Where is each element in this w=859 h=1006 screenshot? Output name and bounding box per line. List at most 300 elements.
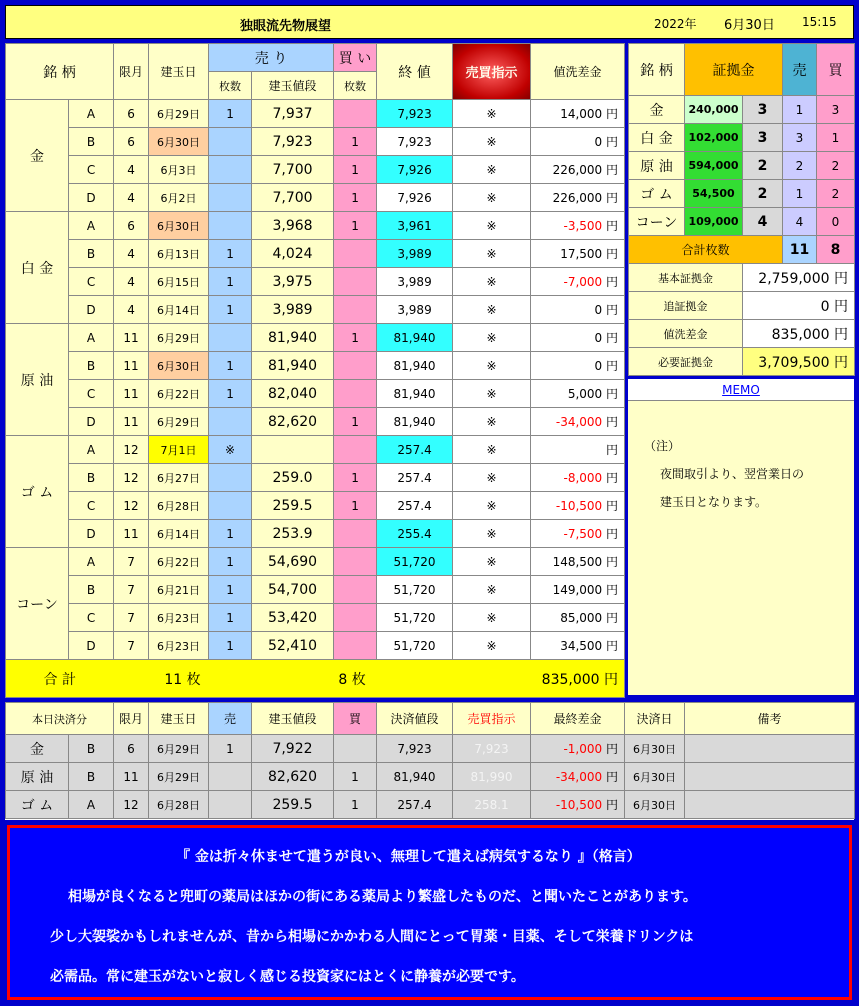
contract-month: 6 [114,212,149,240]
contract-month: 12 [114,436,149,464]
summary-amount: 3,709,500 [758,354,830,371]
trade-signal: ※ [453,184,531,212]
sell-lots [209,156,252,184]
position-row [6,436,625,464]
contract-code: C [69,604,114,632]
mark-to-market-value: 149,000 [552,583,603,597]
header-meigara: 銘 柄 [6,44,114,100]
margin-summary-row [629,320,855,348]
open-price: 52,410 [252,632,334,660]
mark-to-market-value: 148,500 [552,555,603,569]
buy-lots: 1 [334,492,377,520]
open-price [252,436,334,464]
close-price: 257.4 [377,464,453,492]
open-date: 6月27日 [149,464,209,492]
sell-lots: 1 [209,604,252,632]
mark-to-market [531,380,625,408]
margin-row [629,124,855,152]
header-owarine: 終 値 [377,44,453,100]
open-date: 6月28日 [149,492,209,520]
total-diff-value: 835,000 [541,671,600,688]
settle-month: 6 [114,735,149,763]
contract-month: 7 [114,576,149,604]
trade-signal: ※ [453,100,531,128]
contract-month: 11 [114,380,149,408]
margin-table [628,43,855,376]
margin-row [629,152,855,180]
yen-unit: 円 [606,163,619,177]
close-price: 51,720 [377,576,453,604]
open-price: 53,420 [252,604,334,632]
total-diff [453,660,625,698]
header-gengetsu: 限月 [114,44,149,100]
settle-open-date: 6月29日 [149,735,209,763]
header-tatenedan: 建玉値段 [252,72,334,100]
contract-month: 7 [114,604,149,632]
position-row [6,464,625,492]
settle-sell [209,763,252,791]
open-date: 6月14日 [149,296,209,324]
contract-code: A [69,100,114,128]
open-date: 6月29日 [149,100,209,128]
buy-lots [334,604,377,632]
close-price: 257.4 [377,436,453,464]
margin-amount: 102,000 [685,124,743,152]
settle-open-price: 7,922 [252,735,334,763]
total-buy-unit: 枚 [351,671,366,688]
trade-signal: ※ [453,240,531,268]
header-uri: 売 り [209,44,334,72]
mark-to-market [531,604,625,632]
settle-header-tatene: 建玉値段 [252,703,334,735]
position-row [6,520,625,548]
mark-to-market [531,324,625,352]
close-price: 255.4 [377,520,453,548]
contract-code: B [69,352,114,380]
mark-to-market-value: 17,500 [560,247,603,261]
settlement-panel [5,702,854,820]
margin-total-buy: 8 [817,236,855,264]
mark-to-market [531,296,625,324]
sell-lots: 1 [209,268,252,296]
summary-value [743,292,855,320]
mark-to-market [531,492,625,520]
position-row [6,184,625,212]
settle-signal: 81,990 [453,763,531,791]
open-price: 54,700 [252,576,334,604]
margin-buy: 0 [817,208,855,236]
contract-code: A [69,324,114,352]
contract-month: 4 [114,268,149,296]
mark-to-market-value: 0 [594,331,603,345]
positions-table [5,43,625,698]
yen-unit: 円 [606,219,619,233]
margin-lots: 4 [743,208,783,236]
margin-summary-row [629,292,855,320]
position-row [6,548,625,576]
margin-sell: 3 [783,124,817,152]
settle-note [685,763,855,791]
trade-signal: ※ [453,492,531,520]
contract-code: C [69,492,114,520]
position-row [6,100,625,128]
settle-price: 257.4 [377,791,453,819]
yen-unit: 円 [606,415,619,429]
open-price: 7,923 [252,128,334,156]
yen-unit: 円 [606,331,619,345]
memo-header[interactable]: MEMO [628,379,854,401]
mark-to-market-value: 0 [594,359,603,373]
buy-lots: 1 [334,324,377,352]
settlement-row [6,791,855,819]
close-price: 81,940 [377,408,453,436]
mark-to-market [531,576,625,604]
open-date: 6月15日 [149,268,209,296]
mark-to-market-value: 85,000 [560,611,603,625]
total-buy [252,660,453,698]
sell-lots [209,212,252,240]
margin-header-uri: 売 [783,44,817,96]
position-row [6,128,625,156]
sell-lots: 1 [209,632,252,660]
yen-unit: 円 [605,742,618,756]
yen-unit: 円 [606,527,619,541]
margin-sell: 1 [783,180,817,208]
contract-month: 11 [114,408,149,436]
contract-month: 6 [114,128,149,156]
sell-lots: 1 [209,240,252,268]
buy-lots [334,380,377,408]
settle-month: 11 [114,763,149,791]
contract-month: 4 [114,240,149,268]
trade-signal: ※ [453,604,531,632]
mark-to-market-value: 34,500 [560,639,603,653]
summary-value [743,320,855,348]
mark-to-market-value: 5,000 [567,387,603,401]
trade-signal: ※ [453,156,531,184]
contract-code: B [69,464,114,492]
buy-lots [334,268,377,296]
trade-signal: ※ [453,520,531,548]
settlement-row [6,735,855,763]
buy-lots [334,100,377,128]
open-date: 6月22日 [149,380,209,408]
margin-buy: 2 [817,180,855,208]
trade-signal: ※ [453,352,531,380]
margin-commodity: 白 金 [629,124,685,152]
settle-sell [209,791,252,819]
open-date: 6月13日 [149,240,209,268]
open-date: 6月21日 [149,576,209,604]
open-date: 6月29日 [149,324,209,352]
settle-commodity: 金 [6,735,69,763]
contract-code: C [69,380,114,408]
settle-month: 12 [114,791,149,819]
buy-lots [334,520,377,548]
mark-to-market-value: 226,000 [552,163,603,177]
position-row [6,408,625,436]
contract-month: 4 [114,296,149,324]
open-date: 7月1日 [149,436,209,464]
margin-row [629,96,855,124]
trade-signal: ※ [453,324,531,352]
sell-lots [209,464,252,492]
yen-unit: 円 [834,326,848,343]
settle-final-diff [531,791,625,819]
position-row [6,296,625,324]
margin-commodity: ゴ ム [629,180,685,208]
settle-header-baibai: 売買指示 [453,703,531,735]
settle-diff-value: -10,500 [555,798,603,812]
open-price: 259.0 [252,464,334,492]
contract-month: 6 [114,100,149,128]
margin-row [629,180,855,208]
mark-to-market [531,548,625,576]
buy-lots [334,548,377,576]
margin-panel [628,43,854,375]
sell-lots [209,324,252,352]
open-price: 259.5 [252,492,334,520]
position-row [6,324,625,352]
close-price: 7,923 [377,100,453,128]
mark-to-market [531,408,625,436]
buy-lots [334,240,377,268]
mark-to-market-value: -3,500 [563,219,603,233]
yen-unit: 円 [834,270,848,287]
open-date: 6月23日 [149,632,209,660]
margin-header-shokokin: 証拠金 [685,44,783,96]
sell-lots: 1 [209,352,252,380]
margin-buy: 1 [817,124,855,152]
settle-header-kai: 買 [334,703,377,735]
contract-code: D [69,632,114,660]
open-price: 82,040 [252,380,334,408]
position-row [6,212,625,240]
buy-lots [334,632,377,660]
settle-diff-value: -1,000 [563,742,603,756]
contract-code: B [69,240,114,268]
position-row [6,632,625,660]
trade-signal: ※ [453,436,531,464]
settle-price: 7,923 [377,735,453,763]
close-price: 51,720 [377,604,453,632]
settlement-table [5,702,855,819]
summary-label: 追証拠金 [629,292,743,320]
settle-buy: 1 [334,791,377,819]
margin-total-sell: 11 [783,236,817,264]
settle-header-gengetsu: 限月 [114,703,149,735]
settle-note [685,735,855,763]
trade-signal: ※ [453,128,531,156]
margin-sell: 1 [783,96,817,124]
open-date: 6月14日 [149,520,209,548]
close-price: 7,926 [377,156,453,184]
settle-open-date: 6月28日 [149,791,209,819]
settle-date: 6月30日 [625,735,685,763]
quote-line-1: 『 金は折々休ませて遣うが良い、無理して遣えば病気するなり 』（格言） [176,849,641,865]
position-row [6,604,625,632]
margin-buy: 2 [817,152,855,180]
open-date: 6月29日 [149,408,209,436]
mark-to-market [531,520,625,548]
mark-to-market-value: -7,000 [563,275,603,289]
margin-amount: 109,000 [685,208,743,236]
settle-note [685,791,855,819]
mark-to-market-value: 226,000 [552,191,603,205]
open-price: 3,968 [252,212,334,240]
sell-lots: 1 [209,296,252,324]
margin-lots: 3 [743,96,783,124]
summary-label: 必要証拠金 [629,348,743,376]
page-title: 独眼流先物展望 [240,19,332,34]
buy-lots: 1 [334,212,377,240]
summary-amount: 835,000 [771,326,830,343]
header-neai: 値洗差金 [531,44,625,100]
open-price: 81,940 [252,352,334,380]
yen-unit: 円 [834,354,848,371]
settle-commodity: 原 油 [6,763,69,791]
mark-to-market [531,268,625,296]
margin-commodity: コーン [629,208,685,236]
open-date: 6月3日 [149,156,209,184]
total-sell-unit: 枚 [186,671,201,688]
settle-signal: 258.1 [453,791,531,819]
summary-amount: 2,759,000 [758,270,830,287]
settle-date: 6月30日 [625,791,685,819]
buy-lots [334,352,377,380]
buy-lots [334,576,377,604]
settle-signal: 7,923 [453,735,531,763]
yen-unit: 円 [606,499,619,513]
contract-code: D [69,520,114,548]
yen-unit: 円 [606,247,619,261]
open-price: 54,690 [252,548,334,576]
sell-lots: 1 [209,520,252,548]
yen-unit: 円 [606,387,619,401]
trade-signal: ※ [453,576,531,604]
contract-code: D [69,296,114,324]
mark-to-market [531,128,625,156]
mark-to-market [531,352,625,380]
close-price: 81,940 [377,380,453,408]
yen-unit: 円 [606,639,619,653]
yen-unit: 円 [606,555,619,569]
quote-line-4: 必需品。常に建玉がないと寂しく感じる投資家にはとくに静養が必要です。 [50,969,525,985]
mark-to-market [531,240,625,268]
mark-to-market-value: 0 [594,135,603,149]
settle-code: B [69,763,114,791]
quote-line-3: 少し大袈裟かもしれませんが、昔から相場にかかわる人間にとって胃薬・目薬、そして栄養ドリンクは [50,929,694,945]
settle-header-tatebi: 建玉日 [149,703,209,735]
settle-header-kessaine: 決済値段 [377,703,453,735]
buy-lots: 1 [334,156,377,184]
yen-unit: 円 [606,135,619,149]
settle-open-price: 259.5 [252,791,334,819]
contract-month: 12 [114,492,149,520]
mark-to-market-value: -34,000 [555,415,603,429]
sell-lots: 1 [209,576,252,604]
contract-month: 11 [114,324,149,352]
contract-code: A [69,548,114,576]
margin-sell: 2 [783,152,817,180]
open-date: 6月2日 [149,184,209,212]
quote-line-2: 相場が良くなると兜町の薬局はほかの街にある薬局より繁盛したものだ、と聞いたことがあります。 [68,889,697,905]
sell-lots [209,128,252,156]
margin-lots: 3 [743,124,783,152]
yen-unit: 円 [606,611,619,625]
contract-month: 11 [114,520,149,548]
margin-sell: 4 [783,208,817,236]
trade-signal: ※ [453,408,531,436]
yen-unit: 円 [605,798,618,812]
settle-final-diff [531,735,625,763]
margin-commodity: 原 油 [629,152,685,180]
header-buy-maisu: 枚数 [334,72,377,100]
open-date: 6月23日 [149,604,209,632]
contract-month: 7 [114,548,149,576]
trade-signal: ※ [453,212,531,240]
sell-lots: 1 [209,548,252,576]
mark-to-market-value: -8,000 [563,471,603,485]
margin-amount: 54,500 [685,180,743,208]
open-price: 3,989 [252,296,334,324]
settle-open-price: 82,620 [252,763,334,791]
yen-unit: 円 [606,275,619,289]
open-price: 253.9 [252,520,334,548]
mark-to-market [531,464,625,492]
yen-unit: 円 [606,443,619,457]
summary-value [743,348,855,376]
header-time: 15:15 [802,15,837,29]
position-row [6,380,625,408]
total-buy-count: 8 [338,671,348,688]
header-date: 6月30日 [724,18,775,33]
header-kai: 買 い [334,44,377,72]
position-row [6,576,625,604]
sell-lots [209,492,252,520]
close-price: 81,940 [377,352,453,380]
contract-code: D [69,408,114,436]
total-label: 合 計 [6,660,114,698]
settle-header-label: 本日決済分 [6,703,114,735]
yen-unit: 円 [606,303,619,317]
settle-open-date: 6月29日 [149,763,209,791]
contract-code: B [69,576,114,604]
commodity-name: ゴ ム [6,436,69,548]
margin-total-label: 合計枚数 [629,236,783,264]
sell-lots [209,408,252,436]
settle-header-biko: 備考 [685,703,855,735]
settle-header-uri: 売 [209,703,252,735]
memo-line-3: 建玉日となります。 [660,495,768,509]
mark-to-market [531,100,625,128]
header-baibai: 売買指示 [453,44,531,100]
contract-month: 7 [114,632,149,660]
margin-header-meigara: 銘 柄 [629,44,685,96]
open-date: 6月30日 [149,212,209,240]
settle-header-saishu: 最終差金 [531,703,625,735]
open-price: 3,975 [252,268,334,296]
close-price: 51,720 [377,548,453,576]
summary-label: 基本証拠金 [629,264,743,292]
close-price: 3,961 [377,212,453,240]
close-price: 3,989 [377,240,453,268]
open-price: 7,700 [252,184,334,212]
contract-month: 12 [114,464,149,492]
buy-lots: 1 [334,184,377,212]
total-sell [114,660,252,698]
margin-lots: 2 [743,152,783,180]
